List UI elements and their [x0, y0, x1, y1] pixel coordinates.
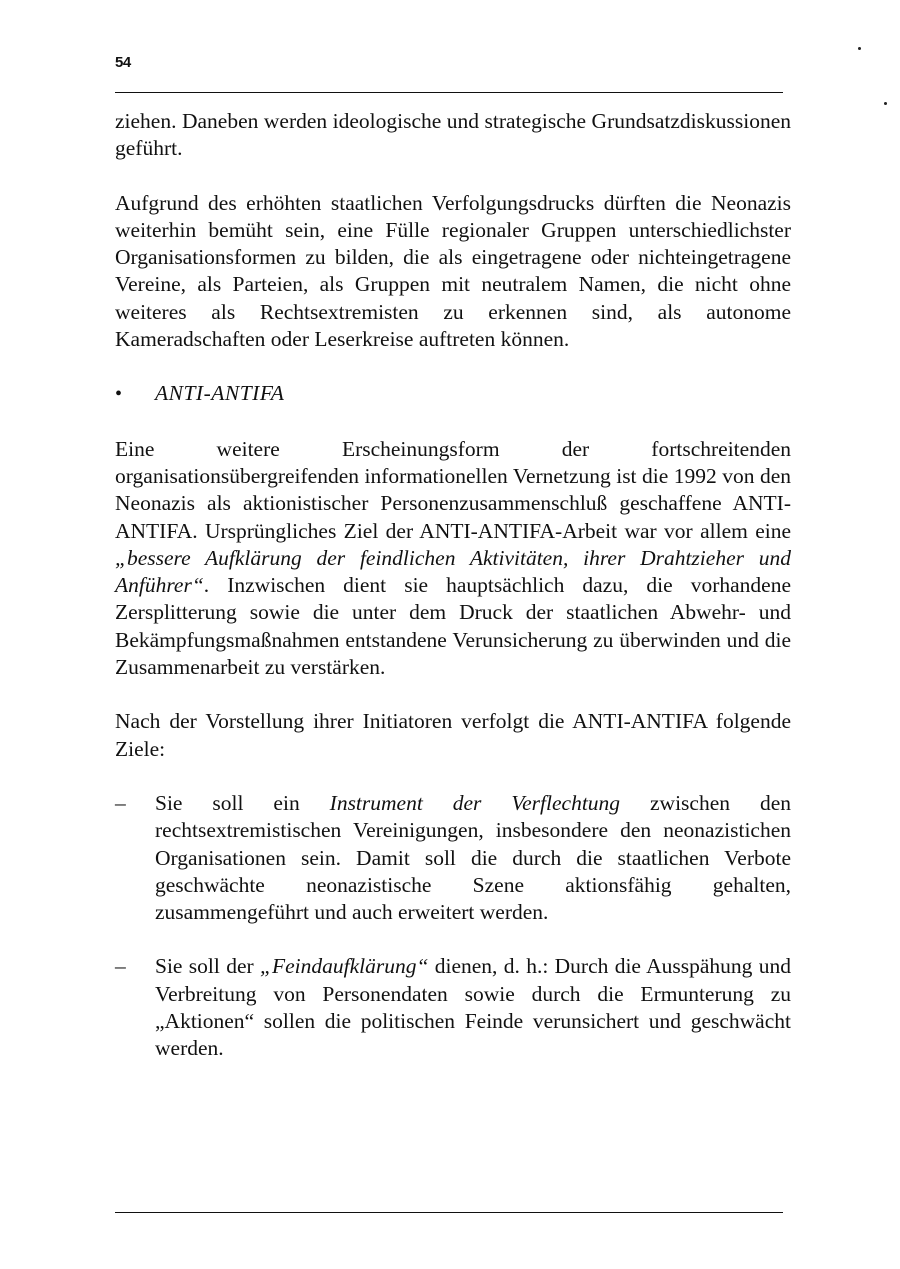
paragraph-goals-intro: Nach der Vorstellung ihrer Initiatoren verfolgt die ANTI-ANTIFA folgende Ziele: [115, 709, 791, 761]
dash-icon: – [115, 954, 126, 979]
list-item [115, 953, 791, 1062]
footer-rule [115, 1212, 783, 1213]
paragraph-text: . Inzwischen dient sie hauptsächlich dazu, die vorhandene Zersplitterung sowie die unter dem Druck der staatlichen Abwehr- und Bekämpfungsmaßnahmen entstandene Verunsicherung zu überwinden und die Zusammenarbeit zu verstärken. [115, 573, 791, 680]
bullet-icon: • [115, 383, 123, 406]
list-text: zwischen den rechtsextremistischen Vereinigungen, insbesondere den neonazistichen Organisationen sein. Damit soll die durch die staatlichen Verbote geschwächte neonazistische Szene aktionsfähig gehalten, zusammengeführt und auch erweitert werden. [155, 790, 791, 925]
section-heading-text: ANTI-ANTIFA [155, 381, 285, 406]
quote-emphasis: „bessere Aufklärung der feindlichen Aktivitäten, ihrer Drahtzieher und Anführer“ [115, 545, 791, 598]
dash-icon: – [115, 790, 126, 815]
list-text: dienen, d. h.: Durch die Ausspähung und Verbreitung von Personendaten sowie durch die Ermunterung zu „Aktionen“ sollen die politischen Feinde verunsichert und geschwächt werden. [155, 954, 791, 1061]
list-item-text [155, 790, 791, 926]
page-body [115, 108, 791, 1090]
header-rule [115, 92, 783, 93]
paragraph-neonazi-groups: Aufgrund des erhöhten staatlichen Verfolgungsdrucks dürften die Neonazis weiterhin bemüht sein, eine Fülle regionaler Gruppen unterschiedlichster Organisationsformen zu bilden, die als eingetragene oder nichteingetragene Vereine, als Parteien, als Gruppen mit neutralem Namen, die nicht ohne weiteres als Rechtsextremisten zu erkennen sind, als autonome Kameradschaften oder Leserkreise auftreten können. [115, 190, 791, 352]
list-item-text [155, 953, 791, 1062]
section-heading [115, 380, 791, 408]
list-emphasis: „Feindaufklärung“ [259, 954, 429, 979]
list-text: Sie soll ein [155, 790, 330, 815]
scan-speck [884, 102, 887, 105]
paragraph-continuation: ziehen. Daneben werden ideologische und strategische Grundsatzdiskussionen geführt. [115, 109, 791, 161]
scan-speck [858, 47, 861, 50]
list-item [115, 790, 791, 926]
page-number: 54 [115, 54, 131, 71]
list-emphasis: Instrument der Verflechtung [329, 790, 621, 815]
paragraph-anti-antifa [115, 436, 791, 682]
paragraph-text: Eine weitere Erscheinungsform der fortschreitenden organisationsübergreifenden informationellen Vernetzung ist die 1992 von den Neonazis als aktionistischer Personenzusammenschluß geschaffene ANTI-ANTIFA. Ursprüngliches Ziel der ANTI-ANTIFA-Arbeit war vor allem eine [115, 436, 791, 543]
list-text: Sie soll der [155, 954, 260, 979]
